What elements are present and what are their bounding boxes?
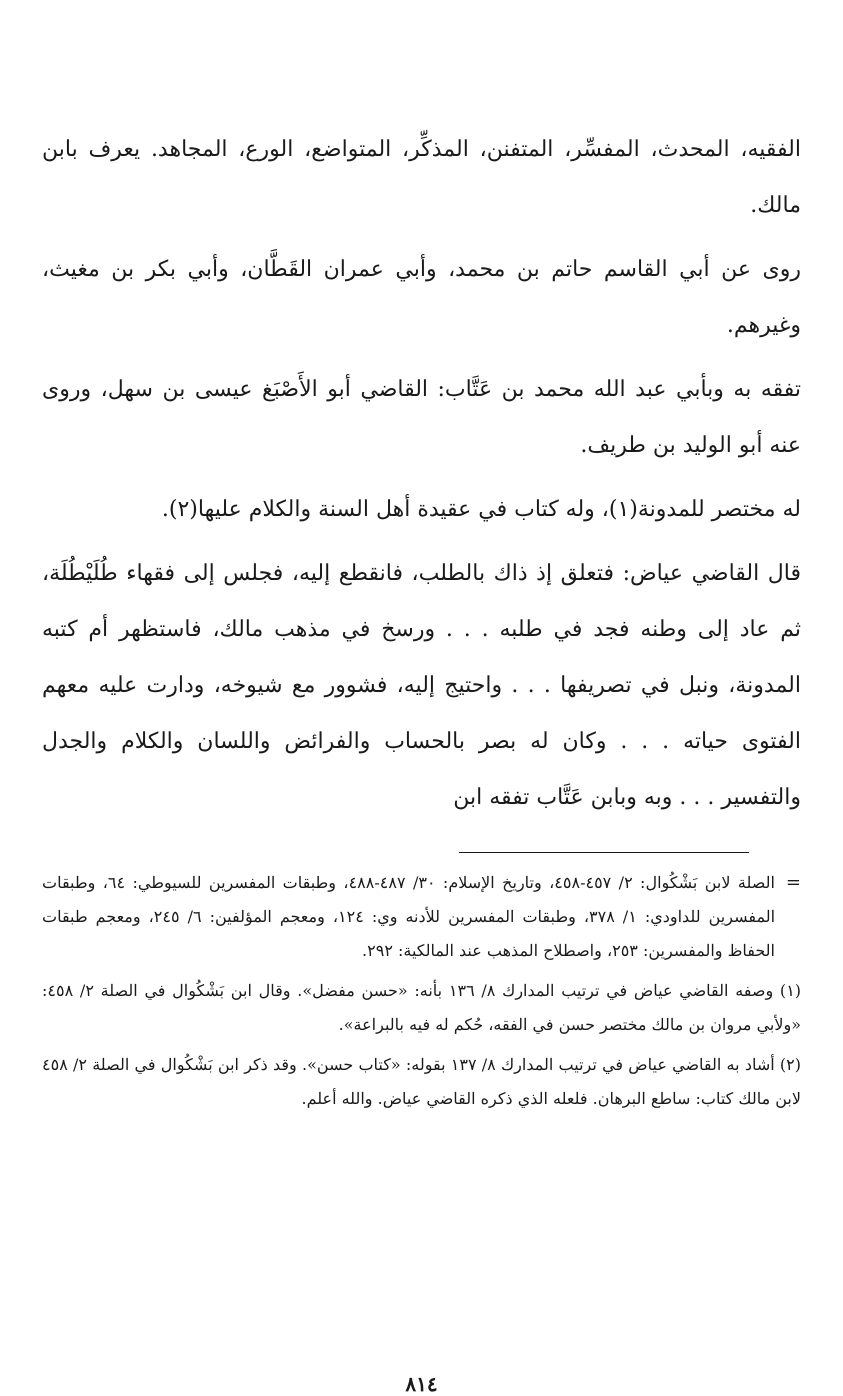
book-page — [42, 122, 802, 1396]
footnote-continuation — [42, 866, 801, 968]
footnote-separator — [459, 852, 749, 853]
footnotes — [42, 866, 801, 1122]
paragraph-iyad-quote: قال القاضي عياض: فتعلق إذ ذاك بالطلب، فانقطع إليه، فجلس إلى فقهاء طُلَيْطُلَة، ثم عاد إلى وطنه فجد في طلبه . . . ورسخ في مذهب مالك، فاستظهر أم كتبه المدونة، ونبل في تصريفها . . . واحتيج إليه، فشوور مع شيوخه، ودارت عليه معهم الفتوى حياته . . . وكان له بصر بالحساب والفرائض واللسان والكلام والجدل والتفسير . . . وبه وبابن عَتَّاب تفقه ابن — [42, 561, 801, 810]
footnote-continuation-text: الصلة لابن بَشْكُوال: ٢/ ٤٥٧-٤٥٨، وتاريخ الإسلام: ٣٠/ ٤٨٧-٤٨٨، وطبقات المفسرين للسيوطي: ٦٤، وطبقات المفسرين للداودي: ١/ ٣٧٨، وطبقات المفسرين للأدنه وي: ١٢٤، ومعجم المؤلفين: ٦/ ٢٤٥، ومعجم طبقات الحفاظ والمفسرين: ٢٥٣، واصطلاح المذهب عند المالكية: ٢٩٢. — [42, 873, 776, 960]
footnote-1: (١) وصفه القاضي عياض في ترتيب المدارك ٨/ ١٣٦ بأنه: «حسن مفضل». وقال ابن بَشْكُوال في الصلة ٢/ ٤٥٨: «ولأبي مروان بن مالك مختصر حسن في الفقه، حُكم له فيه بالبراعة». — [42, 981, 802, 1034]
paragraph-works: له مختصر للمدونة(١)، وله كتاب في عقيدة أهل السنة والكلام عليها(٢). — [161, 497, 801, 522]
paragraph-narrators: روى عن أبي القاسم حاتم بن محمد، وأبي عمران القَطَّان، وأبي بكر بن مغيث، وغيرهم. — [42, 257, 801, 338]
paragraph-students: تفقه به وبأبي عبد الله محمد بن عَتَّاب: القاضي أبو الأَصْبَغ عيسى بن سهل، وروى عنه أبو الوليد بن طريف. — [42, 377, 801, 458]
paragraph-titles: الفقيه، المحدث، المفسِّر، المتفنن، المذكِّر، المتواضع، الورع، المجاهد. يعرف بابن مالك. — [42, 137, 801, 218]
main-text — [42, 122, 801, 826]
footnote-2: (٢) أشاد به القاضي عياض في ترتيب المدارك ٨/ ١٣٧ بقوله: «كتاب حسن». وقد ذكر ابن بَشْكُوال في الصلة ٢/ ٤٥٨ لابن مالك كتاب: ساطع البرهان. فلعله الذي ذكره القاضي عياض. والله أعلم. — [42, 1055, 801, 1108]
continuation-mark: = — [785, 872, 801, 893]
page-number: ٨١٤ — [405, 1372, 438, 1396]
